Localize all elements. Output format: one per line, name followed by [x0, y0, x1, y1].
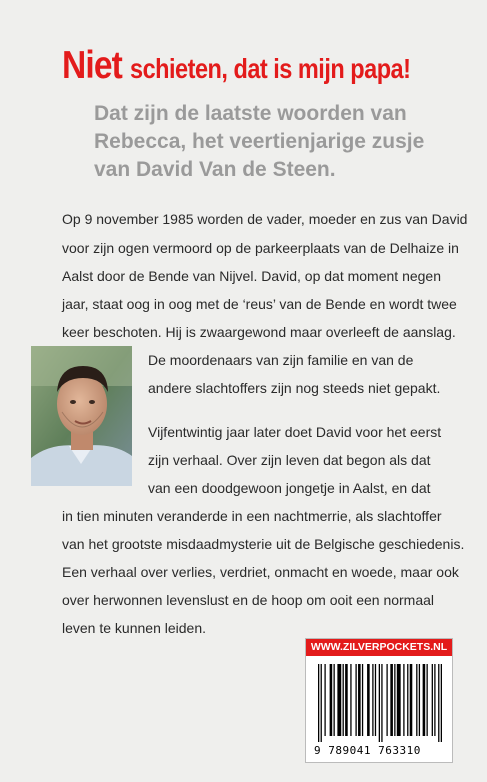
barcode-box [305, 638, 453, 763]
body-line: in tien minuten veranderde in een nachtmerrie, als slachtoffer [62, 508, 442, 524]
barcode-bar [355, 664, 356, 736]
barcode-bar [379, 664, 380, 742]
lead-line: Dat zijn de laatste woorden van [94, 102, 407, 125]
barcode-bar [358, 664, 361, 736]
barcode-bar [367, 664, 370, 736]
barcode-bar [330, 664, 333, 736]
body-line: jaar, staat oog in oog met de ‘reus’ van de Bende en wordt twee [62, 296, 457, 312]
barcode-bar [403, 664, 404, 736]
barcode-bar [321, 664, 322, 742]
barcode-bar [394, 664, 395, 736]
barcode-bar [345, 664, 348, 736]
barcode-bar [381, 664, 382, 742]
body-line: van een doodgewoon jongetje in Aalst, en dat [148, 480, 431, 496]
body-line: voor zijn ogen vermoord op de parkeerplaats van de Delhaize in [62, 240, 459, 256]
barcode-bar [434, 664, 435, 736]
barcode-bar [423, 664, 426, 736]
author-photo [31, 346, 132, 486]
barcode-bar [343, 664, 344, 736]
barcode-bar [427, 664, 428, 736]
barcode-bar [432, 664, 433, 736]
headline [62, 44, 482, 88]
barcode-bar [390, 664, 393, 736]
barcode-bar [441, 664, 442, 742]
headline-niet: Niet [62, 44, 122, 87]
body-line: De moordenaars van zijn familie en van de [148, 352, 414, 368]
headline-rest: schieten, dat is mijn papa! [130, 53, 411, 84]
barcode-bar [419, 664, 420, 736]
body-line: keer beschoten. Hij is zwaargewond maar overleeft de aanslag. [62, 324, 456, 340]
barcode-bar [362, 664, 363, 736]
barcode-bar [350, 664, 351, 736]
lead-line: van David Van de Steen. [94, 158, 336, 181]
barcode-bar [438, 664, 439, 742]
barcode-bar [407, 664, 408, 736]
body-line: zijn verhaal. Over zijn leven dat begon als dat [148, 452, 431, 468]
barcode-bar [410, 664, 413, 736]
lead-text [94, 100, 474, 184]
barcode [318, 664, 442, 742]
barcode-bar [375, 664, 376, 736]
barcode-bar [386, 664, 387, 736]
body-line: Vijfentwintig jaar later doet David voor het eerst [148, 424, 442, 440]
barcode-bar [324, 664, 325, 736]
isbn-number: 9 789041 763310 [314, 744, 421, 757]
barcode-bar [318, 664, 319, 742]
body-line: Op 9 november 1985 worden de vader, moeder en zus van David [62, 211, 468, 227]
body-line: Aalst door de Bende van Nijvel. David, op dat moment negen [62, 268, 442, 284]
barcode-bar [372, 664, 373, 736]
body-line: over herwonnen levenslust en de hoop om ooit een normaal [62, 592, 435, 608]
lead-line: Rebecca, het veertienjarige zusje [94, 130, 425, 153]
body-line: andere slachtoffers zijn nog steeds niet gepakt. [148, 380, 441, 396]
barcode-bar [334, 664, 335, 736]
barcode-bar [416, 664, 417, 736]
body-line: van het grootste misdaadmysterie uit de Belgische geschiedenis. [62, 536, 465, 552]
barcode-bar [337, 664, 341, 736]
body-line: Een verhaal over verlies, verdriet, onmacht en woede, maar ook [62, 564, 459, 580]
body-line: leven te kunnen leiden. [62, 620, 206, 636]
publisher-url: WWW.ZILVERPOCKETS.NL [306, 639, 452, 656]
barcode-bar [397, 664, 401, 736]
